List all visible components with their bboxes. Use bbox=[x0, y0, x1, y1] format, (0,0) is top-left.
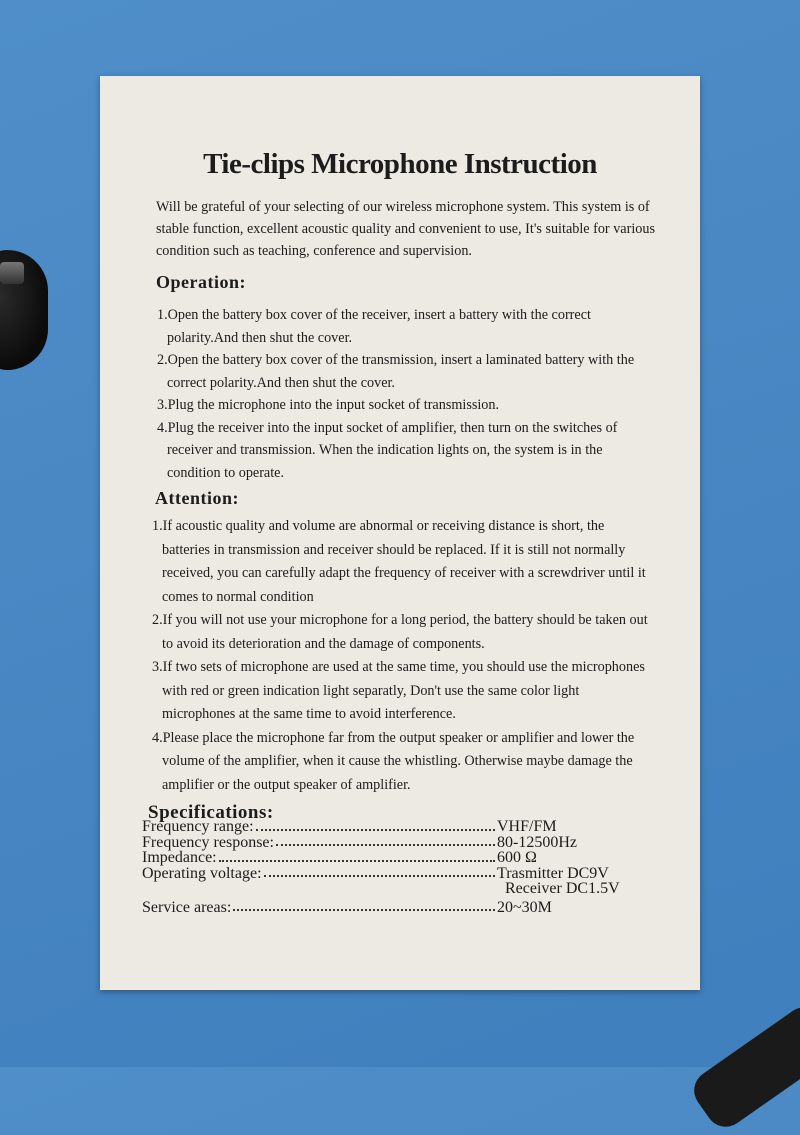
spec-label: Operating voltage: bbox=[142, 864, 262, 882]
operation-list bbox=[157, 304, 652, 484]
spec-value: 80-12500Hz bbox=[497, 833, 577, 851]
document-title: Tie-clips Microphone Instruction bbox=[203, 148, 597, 180]
attention-item-3: 3.If two sets of microphone are used at the same time, you should use the microphones with red or green indication light separatly, Don't use the same color light microphones at the same time to avoid interference. bbox=[152, 659, 645, 722]
spec-value: VHF/FM bbox=[497, 818, 557, 835]
spec-row bbox=[142, 900, 662, 916]
operation-heading: Operation: bbox=[156, 272, 246, 292]
instruction-sheet bbox=[100, 76, 700, 990]
spec-value: 600 Ω bbox=[497, 849, 537, 866]
operation-item-3: 3.Plug the microphone into the input socket of transmission. bbox=[157, 397, 500, 413]
spec-row bbox=[142, 835, 662, 851]
spec-leader-dots bbox=[219, 850, 495, 862]
specifications-table bbox=[142, 819, 662, 915]
spec-label: Impedance: bbox=[142, 849, 217, 866]
intro-paragraph: Will be grateful of your selecting of our wireless microphone system. This system is of stable function, excellent acoustic quality and convenient to use, It's suitable for various condition such as teaching, conference and supervision. bbox=[156, 199, 655, 259]
background-cable bbox=[686, 999, 800, 1134]
spec-label: Service areas: bbox=[142, 898, 232, 916]
attention-heading: Attention: bbox=[155, 488, 239, 508]
spec-row bbox=[142, 881, 662, 897]
specifications-heading: Specifications: bbox=[148, 802, 274, 823]
spec-row bbox=[142, 850, 662, 866]
attention-item-4: 4.Please place the microphone far from the output speaker or amplifier and lower the volume of the amplifier, when it cause the whistling. Otherwise maybe damage the amplifier or the output speaker of amplifier. bbox=[152, 729, 635, 793]
operation-item-1: 1.Open the battery box cover of the receiver, insert a battery with the correct polarity.And then shut the cover. bbox=[157, 307, 591, 346]
spec-value: Receiver DC1.5V bbox=[505, 880, 620, 897]
attention-list bbox=[152, 515, 652, 797]
background-plug bbox=[0, 262, 24, 284]
spec-label: Frequency range: bbox=[142, 818, 254, 835]
operation-item-2: 2.Open the battery box cover of the transmission, insert a laminated battery with the correct polarity.And then shut the cover. bbox=[157, 352, 635, 391]
spec-value: 20~30M bbox=[497, 898, 552, 916]
spec-leader-dots bbox=[264, 866, 495, 878]
spec-label: Frequency response: bbox=[142, 833, 274, 851]
spec-leader-dots bbox=[276, 835, 495, 847]
spec-row bbox=[142, 866, 662, 882]
attention-item-2: 2.If you will not use your microphone for a long period, the battery should be taken out to avoid its deterioration and the damage of components. bbox=[152, 612, 648, 652]
spec-row bbox=[142, 819, 662, 835]
spec-value: Trasmitter DC9V bbox=[497, 864, 609, 882]
operation-item-4: 4.Plug the receiver into the input socket of amplifier, then turn on the switches of receiver and transmission. When the indication lights on, the system is in the condition to operate. bbox=[157, 419, 618, 481]
attention-item-1: 1.If acoustic quality and volume are abnormal or receiving distance is short, the batteries in transmission and receiver should be replaced. If it is still not normally received, you can carefully adapt the frequency of receiver with a screwdriver until it comes to normal condition bbox=[152, 518, 646, 605]
spec-leader-dots bbox=[256, 819, 495, 831]
spec-leader-dots bbox=[233, 900, 495, 912]
